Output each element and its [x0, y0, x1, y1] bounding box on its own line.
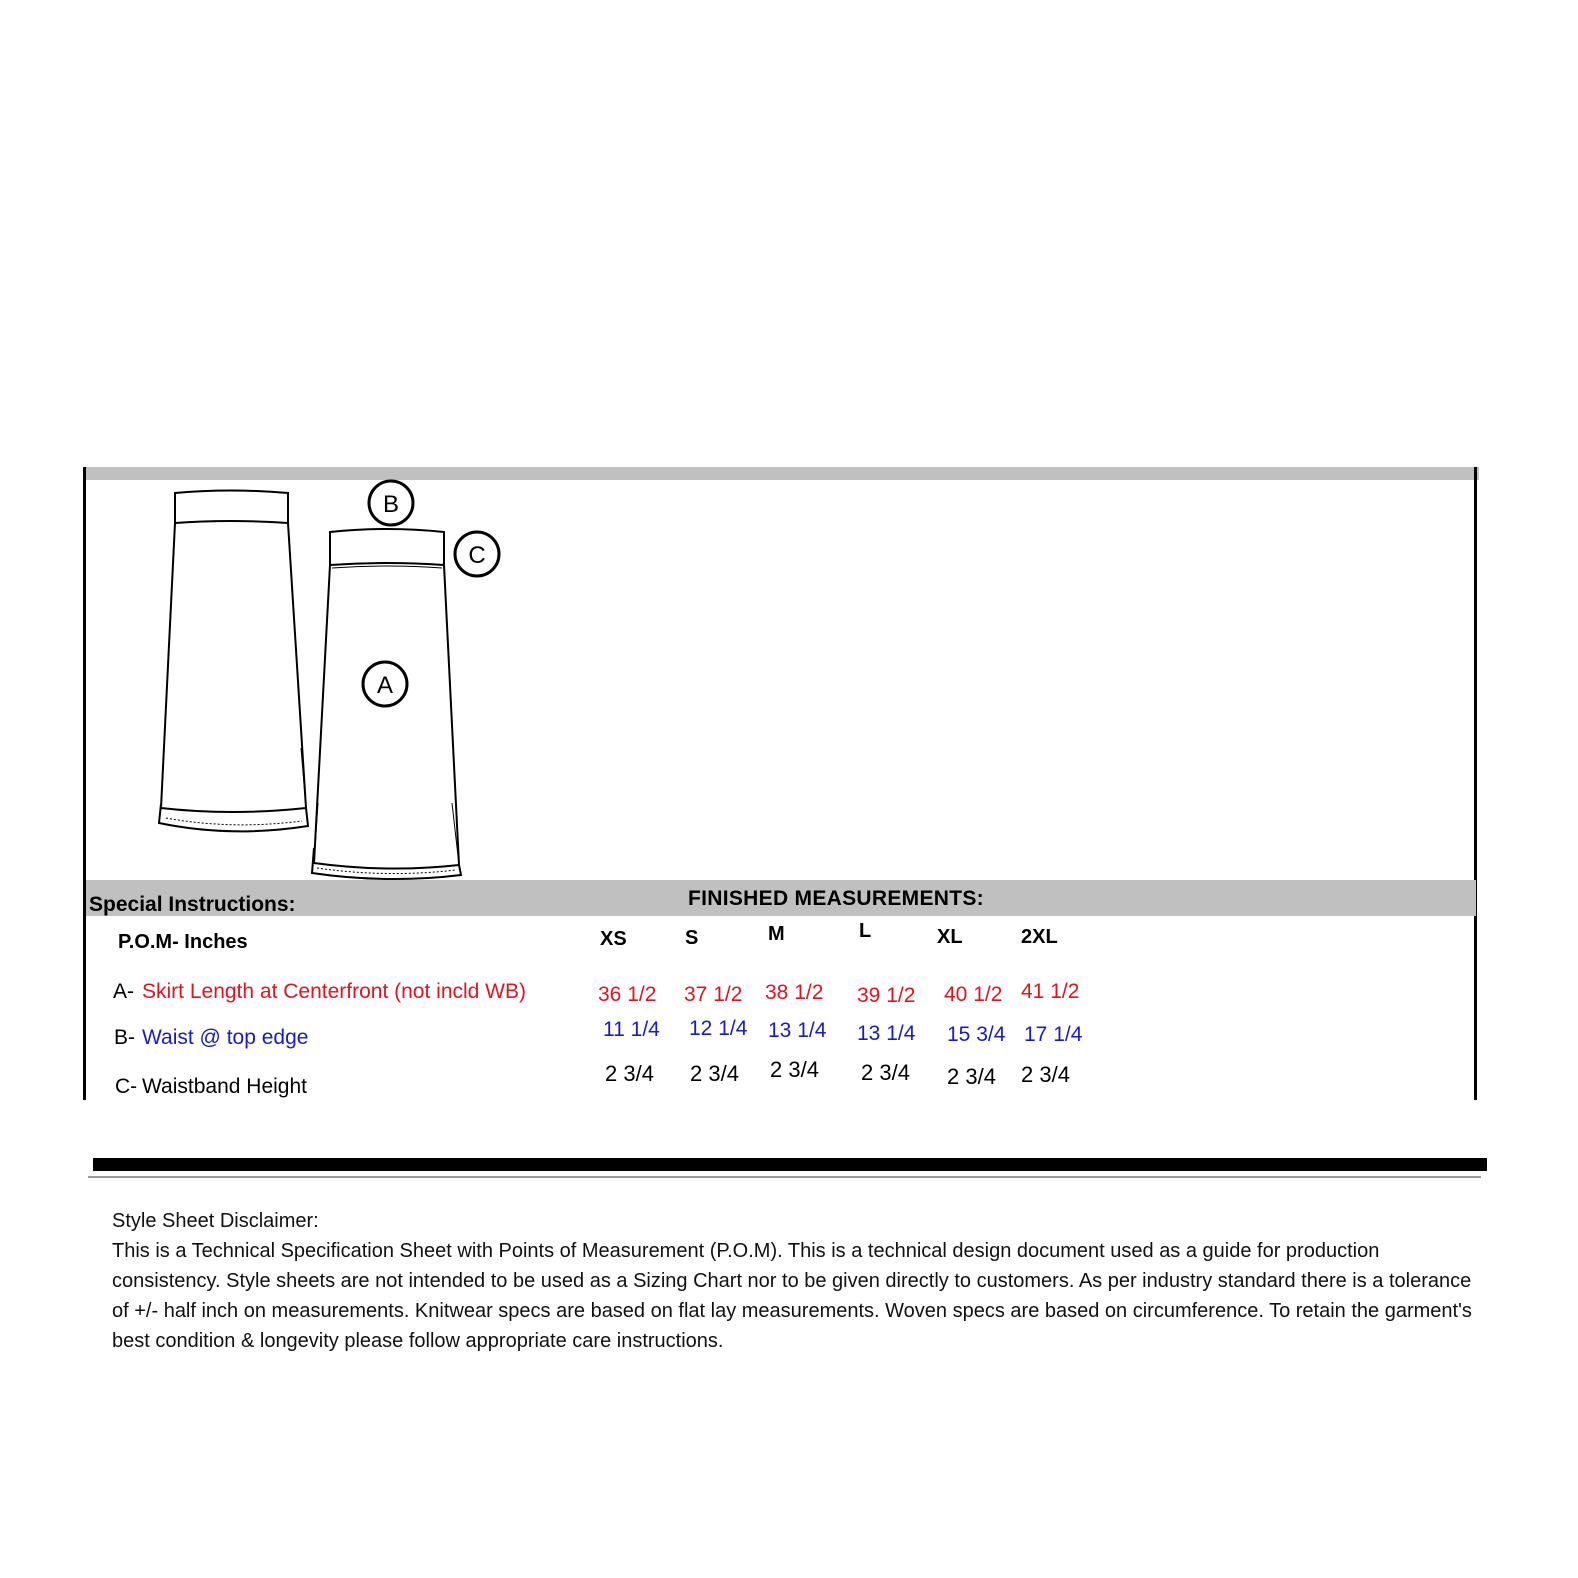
size-header-2xl: 2XL: [1021, 926, 1058, 948]
row-a-value-m: 38 1/2: [765, 981, 824, 1004]
size-header-s: S: [685, 927, 699, 949]
row-b-value-2xl: 17 1/4: [1024, 1023, 1083, 1046]
row-b-value-m: 13 1/4: [768, 1019, 827, 1042]
row-b-value-l: 13 1/4: [857, 1022, 916, 1045]
row-a-value-xl: 40 1/2: [944, 983, 1003, 1006]
row-a-value-2xl: 41 1/2: [1021, 980, 1080, 1003]
row-b-value-xs: 11 1/4: [603, 1018, 660, 1041]
frame-right-border: [1474, 467, 1477, 1100]
row-c-value-l: 2 3/4: [861, 1060, 910, 1085]
row-b-prefix: B-: [114, 1026, 135, 1049]
skirt-technical-sketch: [146, 478, 506, 883]
disclaimer-body: This is a Technical Specification Sheet with Points of Measurement (P.O.M). This is a technical design document used as a guide for production consistency. Style sheets are not intended to be used as a Sizing Chart nor to be given directly to customers. As per industry standard there is a tolerance of +/- half inch on measurements. Knitwear specs are based on flat lay measurements. Woven specs are based on circumference. To retain the garment's best condition & longevity please follow appropriate care instructions.: [112, 1240, 1472, 1352]
row-b-value-xl: 15 3/4: [947, 1023, 1006, 1046]
row-c-value-xl: 2 3/4: [947, 1064, 996, 1089]
row-a-label: Skirt Length at Centerfront (not incld WB): [142, 980, 526, 1003]
callout-b-label: B: [382, 491, 400, 518]
size-header-m: M: [768, 923, 785, 945]
row-a-prefix: A-: [113, 980, 134, 1003]
pom-header: P.O.M- Inches: [118, 931, 248, 953]
row-c-label: Waistband Height: [142, 1075, 307, 1098]
row-a-value-l: 39 1/2: [857, 984, 916, 1007]
row-b-label: Waist @ top edge: [142, 1026, 309, 1049]
disclaimer-title: Style Sheet Disclaimer:: [112, 1210, 319, 1232]
size-header-xl: XL: [937, 926, 963, 948]
row-c-value-2xl: 2 3/4: [1021, 1062, 1070, 1087]
special-instructions-label: Special Instructions:: [89, 893, 296, 916]
row-c-value-s: 2 3/4: [690, 1061, 739, 1086]
row-a-value-xs: 36 1/2: [598, 983, 657, 1006]
callout-a-label: A: [376, 672, 394, 699]
callout-c-label: C: [468, 542, 486, 569]
frame-left-border: [83, 467, 86, 1100]
row-c-value-xs: 2 3/4: [605, 1061, 654, 1086]
divider-thin: [88, 1176, 1481, 1178]
size-header-xs: XS: [600, 928, 627, 950]
row-b-value-s: 12 1/4: [689, 1017, 748, 1040]
size-header-l: L: [859, 920, 872, 942]
finished-measurements-title: FINISHED MEASUREMENTS:: [688, 887, 984, 910]
row-a-value-s: 37 1/2: [684, 983, 743, 1006]
row-c-prefix: C-: [115, 1075, 138, 1098]
divider-thick: [93, 1158, 1487, 1171]
skirt-flat-drawing: [146, 478, 506, 883]
skirt-back-view: [159, 491, 308, 832]
disclaimer-block: [112, 1206, 1484, 1356]
row-c-value-m: 2 3/4: [770, 1057, 819, 1082]
